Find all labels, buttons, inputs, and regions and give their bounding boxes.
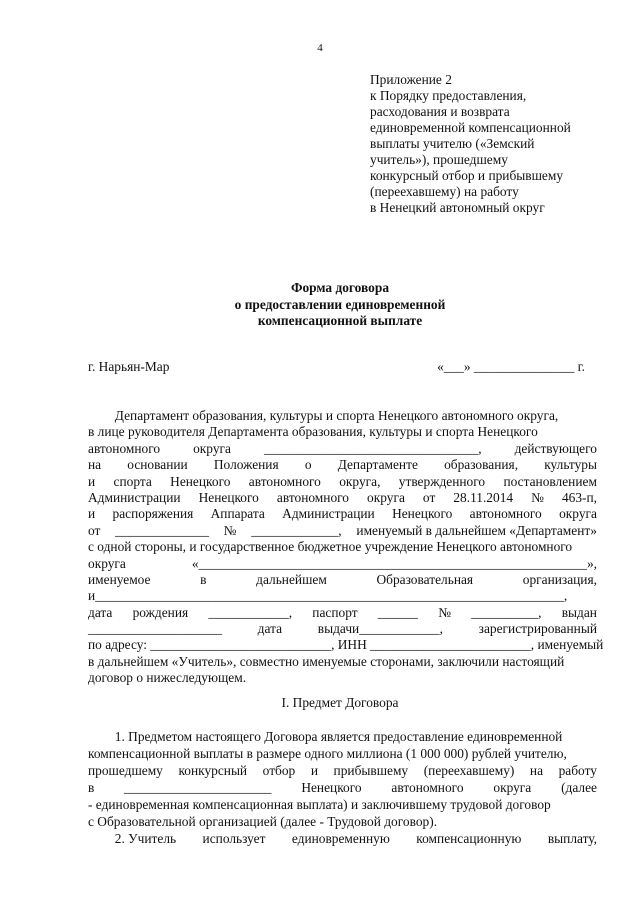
text-segment: ______________________ [124,780,272,795]
text-segment: и [88,473,96,489]
section-line [88,796,597,813]
intro-line [88,424,597,440]
text-segment: Положения [213,457,279,473]
appendix-line: к Порядку предоставления, [370,88,527,103]
text-segment: постановлением [503,473,597,489]
text-segment: и [310,763,318,778]
text-segment: округа [367,489,405,505]
text-segment: (далее [561,780,597,795]
text-segment: на [529,763,544,778]
intro-line [88,588,597,604]
text-segment: в дальнейшем «Учитель», совместно именуемые сторонами, заключили настоящий [88,653,565,669]
appendix-line: (переехавшему) на работу [370,184,519,199]
text-segment: Ненецкого [392,506,453,522]
appendix-line: конкурсный отбор и прибывшему [370,168,564,183]
text-segment: Администрации [282,506,375,522]
text-segment: с Образовательной организацией (далее - Трудовой договор). [88,814,438,829]
text-segment: - единовременная компенсационная выплата) и заключившему трудовой договор [88,797,551,812]
appendix-block [370,72,610,216]
text-segment: № [531,489,544,505]
text-segment: 1. Предметом настоящего Договора является предоставление единовременной [88,729,563,744]
intro-line [88,556,597,572]
text-segment: № [223,522,237,538]
text-segment: Ненецкого [198,489,259,505]
text-segment: компенсационную [416,831,522,846]
text-segment: 28.11.2014 [453,489,514,505]
text-segment: спорта [113,473,152,489]
text-segment: (переехавшему) [423,763,515,778]
intro-line [88,621,597,637]
intro-line [88,490,597,506]
text-segment: с одной стороны, и государственное бюджетное учреждение Ненецкого автономного [88,539,573,555]
text-segment: от [422,489,436,505]
text-segment: действующего [514,440,597,456]
section-line [88,745,597,762]
text-segment: выплату, [547,831,597,846]
text-segment: ____________________ [88,621,222,637]
appendix-line: выплаты учителю («Земский [370,136,535,151]
text-segment: в [88,780,95,795]
text-segment: и [88,506,96,522]
text-segment: прибывшему [333,763,409,778]
text-segment: компенсационной выплаты в размере одного миллиона (1 000 000) рублей учителю, [88,746,567,761]
intro-line [88,457,597,473]
text-segment: основании [127,457,188,473]
section-paragraph [88,728,597,847]
text-segment: конкурсный [178,763,248,778]
text-segment: дальнейшем [256,571,327,587]
text-segment: единовременную [291,831,390,846]
text-segment: утвержденного [398,473,486,489]
title-line: о предоставлении единовременной [234,296,446,312]
section-line [88,813,597,830]
text-segment: округа [193,440,231,456]
text-segment: дата [257,621,283,637]
text-segment: автономного [391,780,464,795]
text-segment: выдан [561,604,597,620]
text-segment: автономного [276,489,349,505]
intro-line [88,474,597,490]
text-segment: образования, [444,457,519,473]
text-segment: Ненецкого [170,473,231,489]
document-title [0,280,640,330]
section-title: I. Предмет Договора [281,695,399,710]
text-segment: автономного [248,473,321,489]
text-segment: выдачи____________, [317,621,443,637]
intro-line [88,408,597,424]
text-segment: ______ [377,604,418,620]
section-line [88,779,597,796]
text-segment: именуемое [88,571,151,587]
title-line: Форма договора [290,280,390,295]
section-line [88,762,597,779]
text-segment: Аппарата [210,506,265,522]
text-segment: округа [88,555,126,571]
appendix-line: Приложение 2 [370,72,452,87]
text-segment: использует [202,831,266,846]
text-segment: Департаменте [337,457,418,473]
text-segment: ________________________________, [263,440,482,456]
text-segment: в [200,571,207,587]
text-segment: в лице руководителя Департамента образования, культуры и спорта Ненецкого [88,424,538,440]
intro-line [88,539,597,555]
intro-line [88,523,597,539]
text-segment: распоряжения [112,506,194,522]
intro-line [88,572,597,588]
intro-paragraph [88,408,604,687]
text-segment: автономного [88,440,161,456]
text-segment: договор о нижеследующем. [88,670,247,686]
text-segment: паспорт [312,604,358,620]
text-segment: округа [559,506,597,522]
text-segment: 2. Учитель [88,831,177,846]
text-segment: отбор [262,763,296,778]
intro-line [88,637,604,653]
intro-line [88,605,597,621]
intro-line [88,506,597,522]
title-line: компенсационной выплате [257,313,423,328]
intro-line [88,670,597,686]
text-segment: рождения [132,604,189,620]
text-segment: именуемый в дальнейшем «Департамент» [356,522,597,538]
text-segment: Образовательная [376,571,474,587]
text-segment: __________, [471,604,542,620]
text-segment: и______________________________________________________________________, [88,588,568,604]
text-segment: Администрации [88,489,181,505]
intro-line [88,654,597,670]
intro-line [88,441,597,457]
text-segment: ____________, [208,604,293,620]
text-segment: округа, [339,473,381,489]
text-segment: по адресу: ___________________________, ИНН ________________________, именуемый [88,637,604,653]
city-date-line [88,359,585,375]
date-field: «___» _______________ г. [437,359,585,374]
text-segment: Департамент образования, культуры и спорта Ненецкого автономного округа, [88,408,559,423]
text-segment: от [88,522,101,538]
text-segment: _____________, [251,522,342,538]
text-segment: Ненецкого [301,780,362,795]
appendix-line: в Ненецкий автономный округ [370,200,545,215]
text-segment: «__________________________________________________________», [191,555,597,571]
city-name: г. Нарьян-Мар [88,359,170,374]
text-segment: на [88,457,102,473]
text-segment: 463-п, [561,489,597,505]
text-segment: организация, [522,571,597,587]
text-segment: культуры [544,457,597,473]
text-segment: ______________ [115,522,209,538]
text-segment: автономного [469,506,542,522]
text-segment: округа [493,780,532,795]
text-segment: зарегистрированный [478,621,597,637]
text-segment: прошедшему [88,763,163,778]
appendix-line: единовременной компенсационной [370,120,571,135]
appendix-line: учитель»), прошедшему [370,152,508,167]
appendix-line: расходования и возврата [370,104,510,119]
section-line [88,830,597,847]
text-segment: о [304,457,312,473]
text-segment: дата [88,604,113,620]
section-line [88,728,597,745]
text-segment: работу [558,763,597,778]
text-segment: № [438,604,451,620]
page-number: 4 [317,42,323,54]
